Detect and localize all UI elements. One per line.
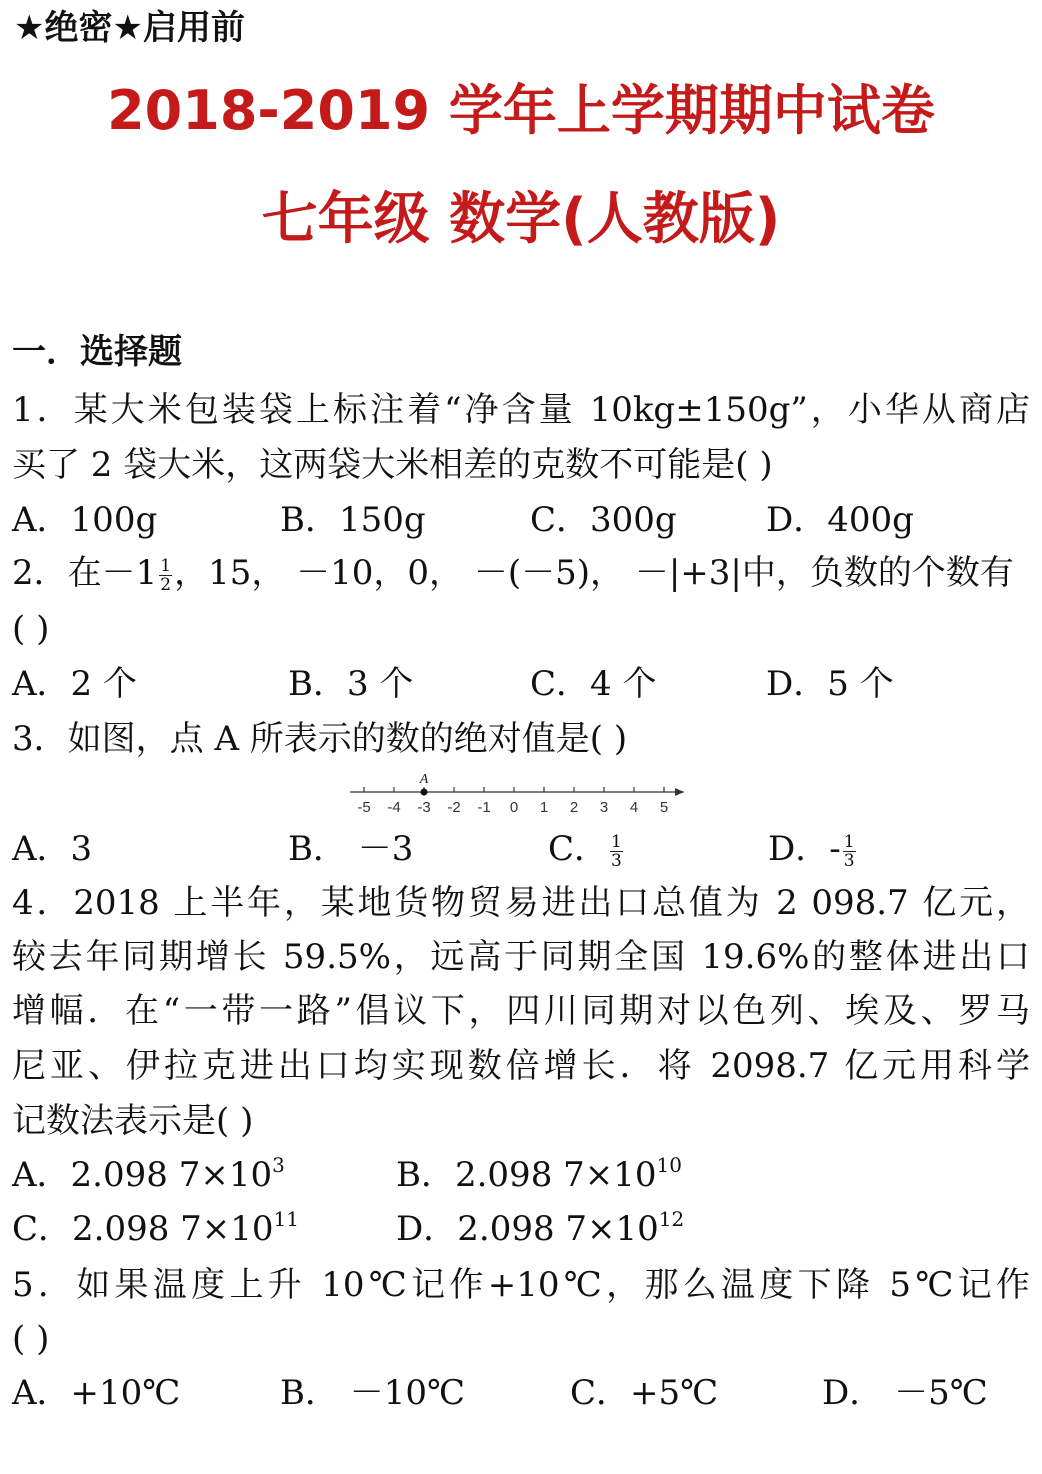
q3-option-c: C． $\frac{1}{3}$ xyxy=(548,829,622,871)
exam-subtitle: 七年级 数学(人教版) xyxy=(261,187,781,252)
q2-option-d: D．5 个 xyxy=(766,664,894,704)
q1-option-b: B．150g xyxy=(280,500,426,540)
q1-option-a: A．100g xyxy=(12,500,158,540)
section-heading: 一．选择题 xyxy=(12,332,182,372)
q2-fraction: $\frac{1}{2}$ xyxy=(160,555,172,595)
q2-option-b: B．3 个 xyxy=(288,664,414,704)
q4-option-d: D．2.098 $7\times 10^{12}$ xyxy=(396,1207,685,1249)
number-line-tick-label: 3 xyxy=(599,799,609,816)
number-line-tick-label: 1 xyxy=(539,799,549,816)
q4-line5: 记数法表示是( ) xyxy=(12,1101,254,1141)
number-line-tick-label: 5 xyxy=(659,799,669,816)
q2-line1 xyxy=(12,550,1030,596)
q4-option-a: A．2.098 $7\times 10^3$ xyxy=(12,1153,285,1195)
q4-line1: 4．2018 上半年，某地货物贸易进出口总值为 2 098.7 亿元， xyxy=(12,883,1030,923)
point-a-label: A xyxy=(419,772,429,787)
q1-option-d: D．400g xyxy=(766,500,914,540)
q5-option-c: C．+5℃ xyxy=(570,1373,719,1413)
number-line-tick-label: -1 xyxy=(477,799,491,816)
number-line-figure xyxy=(350,764,690,820)
q1-line1: 1．某大米包装袋上标注着“净含量 10kg±150g”，小华从商店 xyxy=(12,390,1030,430)
q5-option-a: A．+10℃ xyxy=(12,1373,181,1413)
q4-line4: 尼亚、伊拉克进出口均实现数倍增长．将 2098.7 亿元用科学 xyxy=(12,1046,1030,1086)
q4-line2: 较去年同期增长 59.5%，远高于同期全国 19.6%的整体进出口 xyxy=(12,937,1030,977)
number-line-tick-label: 0 xyxy=(509,799,519,816)
number-line-tick-label: -3 xyxy=(417,799,431,816)
q3-option-b: B． －3 xyxy=(288,829,414,869)
exam-title: 2018-2019 学年上学期期中试卷 xyxy=(107,79,935,142)
number-line-tick-label: -5 xyxy=(357,799,371,816)
q5-line2: ( ) xyxy=(12,1319,50,1359)
q2-prefix: 2．在－1 xyxy=(12,553,158,593)
q4-option-b: B．2.098 $7\times 10^{10}$ xyxy=(396,1153,682,1195)
number-line-arrow xyxy=(675,788,684,796)
point-a-marker xyxy=(421,789,428,796)
q3-option-d: D．- $\frac{1}{3}$ xyxy=(768,829,855,871)
number-line-tick-label: -2 xyxy=(447,799,461,816)
q5-option-d: D． －5℃ xyxy=(822,1373,988,1413)
confidential-mark: ★绝密★启用前 xyxy=(14,8,245,48)
number-line-tick-label: 2 xyxy=(569,799,579,816)
q1-option-c: C．300g xyxy=(530,500,677,540)
q5-option-b: B． －10℃ xyxy=(280,1373,466,1413)
q5-line1: 5．如果温度上升 10℃记作+10℃，那么温度下降 5℃记作 xyxy=(12,1265,1030,1305)
q2-option-c: C．4 个 xyxy=(530,664,657,704)
q2-suffix: ，15， －10，0， －(－5)， －|+3|中，负数的个数有 xyxy=(174,553,1014,593)
q4-line3: 增幅．在“一带一路”倡议下，四川同期对以色列、埃及、罗马 xyxy=(12,991,1030,1031)
q3-option-a: A．3 xyxy=(12,829,93,869)
q1-line2: 买了 2 袋大米，这两袋大米相差的克数不可能是( ) xyxy=(12,445,773,485)
q2-line2: ( ) xyxy=(12,609,50,649)
number-line-tick-label: 4 xyxy=(629,799,639,816)
q4-option-c: C．2.098 $7\times 10^{11}$ xyxy=(12,1207,299,1249)
q3-line1: 3．如图，点 A 所表示的数的绝对值是( ) xyxy=(12,719,628,759)
number-line-tick-label: -4 xyxy=(387,799,401,816)
q2-option-a: A．2 个 xyxy=(12,664,137,704)
